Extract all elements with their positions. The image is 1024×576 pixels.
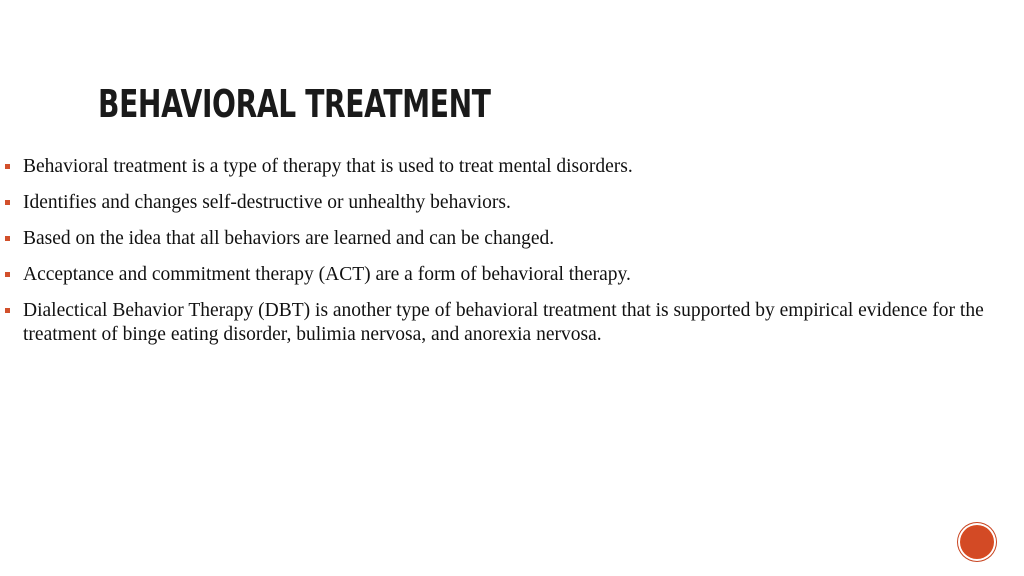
square-bullet-icon [5,236,10,241]
page-badge-inner [962,527,992,557]
bullet-item [0,191,1000,215]
bullet-text: Behavioral treatment is a type of therapy that is used to treat mental disorders. [23,156,633,177]
bullet-list [0,155,1000,359]
square-bullet-icon [5,200,10,205]
square-bullet-icon [5,308,10,313]
bullet-item [0,227,1000,251]
bullet-item [0,299,1000,347]
bullet-item [0,263,1000,287]
bullet-item [0,155,1000,179]
bullet-text: Acceptance and commitment therapy (ACT) are a form of behavioral therapy. [23,264,631,285]
bullet-text: Dialectical Behavior Therapy (DBT) is another type of behavioral treatment that is supported by empirical evidence for the treatment of binge eating disorder, bulimia nervosa, and anorexia nervosa. [23,300,984,345]
bullet-text: Based on the idea that all behaviors are learned and can be changed. [23,228,555,249]
bullet-text: Identifies and changes self-destructive or unhealthy behaviors. [23,192,511,213]
slide-title: BEHAVIORAL TREATMENT [98,82,491,126]
orange-circle-icon [958,523,996,561]
square-bullet-icon [5,164,10,169]
square-bullet-icon [5,272,10,277]
